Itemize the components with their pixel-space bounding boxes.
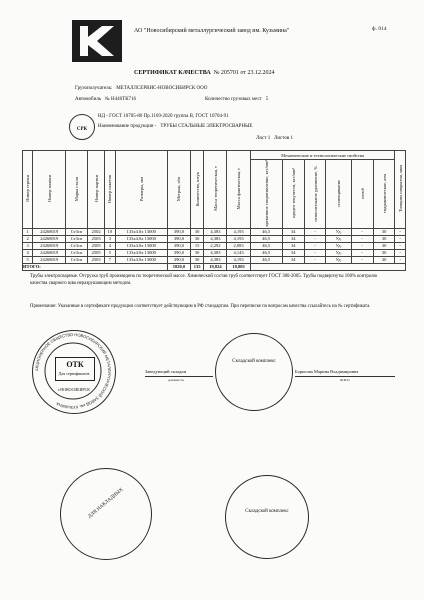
- table-cell: 30: [190, 235, 203, 242]
- table-cell: 46,5: [250, 249, 282, 256]
- company-name: АО "Новосибирский металлургический завод им. Кузьмина": [134, 28, 290, 34]
- table-cell: 2,083: [227, 242, 250, 249]
- table-subheader-cell: относительное удлинение, %: [304, 160, 326, 229]
- otk-sublabel: Для сертификатов: [58, 371, 90, 376]
- otk-stamp-ring-text: АКЦИОНЕРНОЕ ОБЩЕСТВО НОВОСИБИРСКИЙ МЕТАЛЛУРГИЧЕСКИЙ ЗАВОД им. КУЗЬМИНА: [33, 331, 113, 411]
- table-cell: 30: [190, 228, 203, 235]
- role-caption: должность: [168, 378, 185, 382]
- name-caption: Ф.И.О: [340, 378, 350, 382]
- table-cell: 46,5: [250, 256, 282, 263]
- table-subheader-cell: изгиб: [351, 160, 373, 229]
- table-header-cell: Номер строки: [23, 151, 33, 229]
- table-subheader-cell: гидравлическое, атм: [373, 160, 395, 229]
- table-cell: 24268019: [33, 249, 66, 256]
- table-cell: 4: [105, 242, 115, 249]
- table-subheader-cell: предел текучести, кгс/мм²: [282, 160, 304, 229]
- notes-paragraph: Трубы электросварные. Отгрузка труб произведена по теоретической массе. Химический состав труб соответствует ГОСТ 380-2005. Трубы подвергнуты 100% контролю качества сварного шва неразрушающим методом.: [30, 274, 378, 286]
- table-cell: 30: [373, 249, 395, 256]
- table-cell: Уд.: [326, 228, 351, 235]
- table-cell: 24268019: [33, 235, 66, 242]
- table-cell: 24268019: [33, 228, 66, 235]
- otk-city: г.НОВОСИБИРСК: [58, 387, 90, 392]
- table-cell: -: [304, 256, 326, 263]
- table-header-cell: Номер плавки: [33, 151, 66, 229]
- table-header-cell: Марка стали: [66, 151, 88, 229]
- table-cell: -: [351, 249, 373, 256]
- table-cell: 46,5: [250, 242, 282, 249]
- table-cell: 4: [23, 249, 33, 256]
- table-cell: 30: [190, 256, 203, 263]
- table-cell: 24268019: [33, 242, 66, 249]
- nmz-logo-icon: [72, 20, 122, 62]
- table-cell: 133х4.0х 13000: [115, 242, 167, 249]
- table-header-cell: Масса фактическая, т: [227, 151, 250, 229]
- table-cell: 2505: [87, 249, 104, 256]
- table-cell: 3: [23, 242, 33, 249]
- table-cell: 34: [282, 235, 304, 242]
- table-cell: -: [395, 242, 406, 249]
- table-header-cell: Масса теоретическая, т: [204, 151, 227, 229]
- table-cell: Ст3сп: [66, 256, 88, 263]
- warehouse-stamp-bottom: [225, 475, 309, 559]
- table-group-header: Механические и технологические свойства: [250, 151, 395, 160]
- table-cell: 390,0: [167, 256, 190, 263]
- table-cell: Ст3сп: [66, 242, 88, 249]
- table-cell: Уд.: [326, 256, 351, 263]
- table-cell: 30: [190, 249, 203, 256]
- table-cell: 2: [23, 235, 33, 242]
- table-cell: 390,0: [167, 235, 190, 242]
- table-cell: Ст3сп: [66, 228, 88, 235]
- table-cell: 34: [282, 249, 304, 256]
- table-cell: 4,143: [227, 249, 250, 256]
- table-row: [23, 256, 406, 263]
- table-cell: 5: [23, 256, 33, 263]
- table-cell: 133х4.0х 13000: [115, 256, 167, 263]
- table-cell: 34: [282, 242, 304, 249]
- table-cell: 1: [23, 228, 33, 235]
- invoice-stamp: [60, 468, 152, 560]
- table-cell: Уд.: [326, 249, 351, 256]
- table-cell: 7: [105, 256, 115, 263]
- warehouse-stamp-bottom-text: Складской комплекс: [245, 509, 289, 514]
- table-subheader-cell: сплющивание: [326, 160, 351, 229]
- table-cell: Уд.: [326, 242, 351, 249]
- table-cell: 4,193: [227, 256, 250, 263]
- table-cell: 30: [373, 235, 395, 242]
- signer-name: Борисова Марина Владимировна: [295, 369, 359, 374]
- table-cell: 30: [373, 256, 395, 263]
- otk-stamp: [32, 330, 116, 414]
- table-cell: Ст3сп: [66, 249, 88, 256]
- certificate-title: СЕРТИФИКАТ КАЧЕСТВА № 205701 от 23.12.2024: [134, 70, 275, 76]
- table-cell: -: [351, 228, 373, 235]
- total-cell: 135: [190, 263, 203, 270]
- table-cell: 2503: [87, 256, 104, 263]
- remark-paragraph: Примечание: Указанные в сертификате продукции соответствует действующим в РФ стандартам. При переписке по вопросам качества ссылайтесь на № сертификата.: [30, 304, 371, 309]
- table-cell: 34: [282, 228, 304, 235]
- table-cell: 46,5: [250, 235, 282, 242]
- table-cell: 15: [190, 242, 203, 249]
- table-cell: 4,193: [227, 235, 250, 242]
- table-cell: 34: [282, 256, 304, 263]
- total-cell: 19,824: [204, 263, 227, 270]
- table-subheader-cell: временное сопротивление, кгс/мм²: [250, 160, 282, 229]
- table-total-row: [23, 263, 406, 270]
- table-header-cell: Количество, штук: [190, 151, 203, 229]
- table-cell: 10: [105, 228, 115, 235]
- table-cell: 4,383: [204, 256, 227, 263]
- certificate-table: [22, 150, 406, 271]
- table-cell: 133х4.0х 13000: [115, 228, 167, 235]
- table-cell: -: [395, 228, 406, 235]
- form-number: ф. 014: [372, 26, 387, 32]
- table-cell: 2,292: [204, 242, 227, 249]
- table-cell: Уд.: [326, 235, 351, 242]
- sheet-info: Лист 1 Листов 1: [256, 136, 294, 141]
- total-cell: 1820,0: [167, 263, 190, 270]
- total-cell: 18,805: [227, 263, 250, 270]
- table-cell: 30: [373, 228, 395, 235]
- table-cell: -: [395, 249, 406, 256]
- table-row: [23, 228, 406, 235]
- table-header-cell: Размеры, мм: [115, 151, 167, 229]
- table-cell: 133х4.0х 13000: [115, 235, 167, 242]
- table-header-cell: Метраж, п/м: [167, 151, 190, 229]
- total-label: ИТОГО:: [23, 263, 168, 270]
- table-row: [23, 242, 406, 249]
- product-field: Наименование продукции - ТРУБЫ СТАЛЬНЫЕ ЭЛЕКТРОСВАРНЫЕ: [98, 124, 253, 129]
- table-cell: Ст3сп: [66, 235, 88, 242]
- name-line: [295, 376, 395, 377]
- nd-field: НД - ГОСТ 10705-80 Пр.1169-2020 группа В, ГОСТ 10704-91: [98, 114, 229, 119]
- role-line: [145, 376, 213, 377]
- table-cell: -: [351, 256, 373, 263]
- vehicle-field: Автомобиль № Н446ТК716: [75, 97, 137, 102]
- table-cell: -: [395, 235, 406, 242]
- table-cell: 2503: [87, 235, 104, 242]
- table-cell: 3: [105, 235, 115, 242]
- table-row: [23, 249, 406, 256]
- role-title: Заведующий складом: [145, 369, 187, 374]
- table-cell: 2505: [87, 242, 104, 249]
- table-cell: 133х4.0х 13000: [115, 249, 167, 256]
- table-header-cell: Номер пакетов: [105, 151, 115, 229]
- table-cell: 24268019: [33, 256, 66, 263]
- table-header-cell: Номер партии: [87, 151, 104, 229]
- table-cell: 4,383: [204, 249, 227, 256]
- table-cell: 30: [373, 242, 395, 249]
- table-cell: 4,383: [204, 228, 227, 235]
- table-cell: -: [304, 242, 326, 249]
- table-cell: -: [351, 242, 373, 249]
- table-header-cell: Толщина покрытия, мкм: [395, 151, 406, 229]
- recipient-field: Грузополучатель: МЕТАЛЛСЕРВИС-НОВОСИБИРСК ООО: [75, 86, 208, 91]
- table-cell: 4,383: [204, 235, 227, 242]
- table-cell: 5: [105, 249, 115, 256]
- total-empty: [250, 263, 405, 270]
- table-cell: 390,0: [167, 242, 190, 249]
- table-cell: 4,193: [227, 228, 250, 235]
- table-cell: 390,0: [167, 228, 190, 235]
- table-cell: -: [351, 235, 373, 242]
- table-cell: -: [304, 235, 326, 242]
- otk-label: ОТК: [55, 357, 95, 381]
- places-field: Количество грузовых мест 5: [205, 97, 269, 102]
- table-cell: 390,0: [167, 249, 190, 256]
- srk-stamp: СРК: [69, 114, 95, 140]
- warehouse-stamp-text: Складской комплекс: [232, 359, 276, 364]
- warehouse-stamp: [215, 333, 293, 411]
- table-cell: -: [304, 249, 326, 256]
- table-cell: -: [395, 256, 406, 263]
- invoice-stamp-text: ДЛЯ НАКЛАДНЫХ: [87, 487, 125, 520]
- table-row: [23, 235, 406, 242]
- table-cell: 2502: [87, 228, 104, 235]
- table-cell: -: [304, 228, 326, 235]
- table-cell: 46,5: [250, 228, 282, 235]
